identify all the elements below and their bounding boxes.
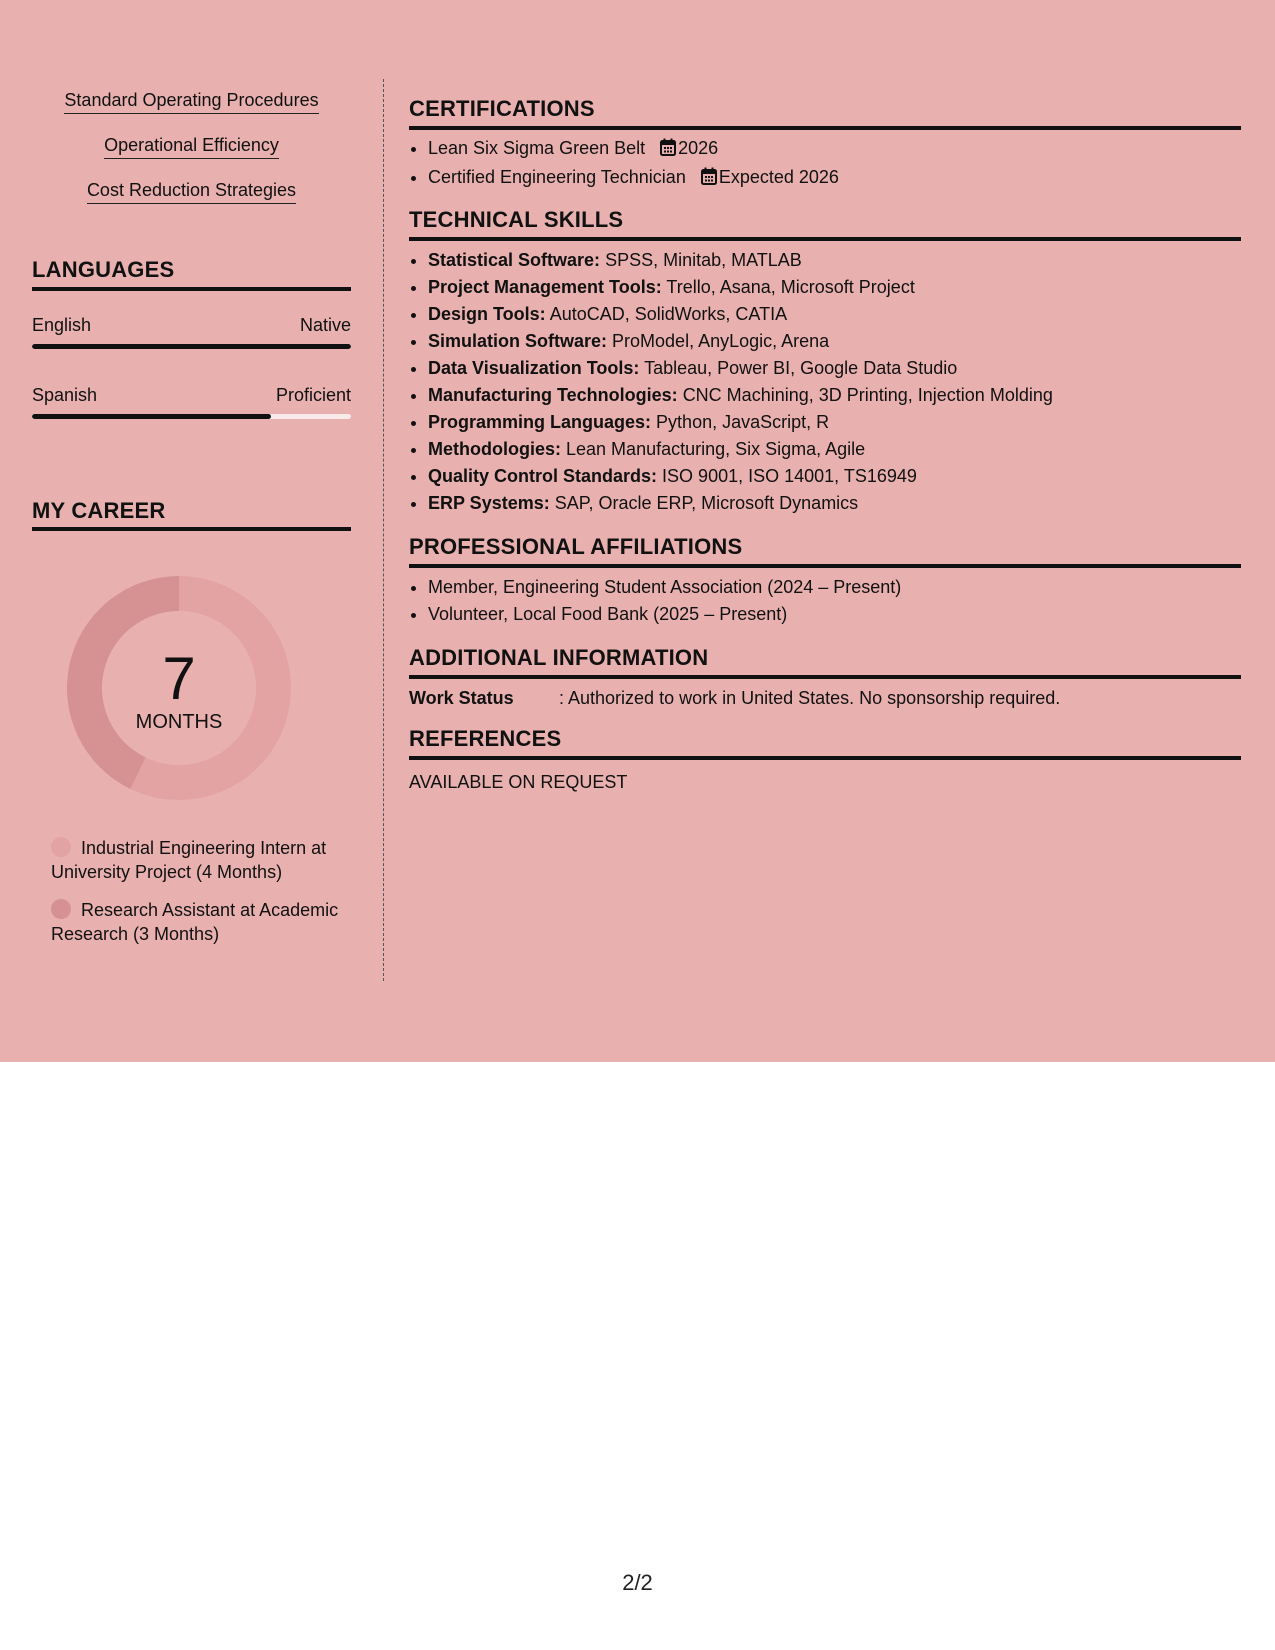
skill-item: • Methodologies: Lean Manufacturing, Six Sigma, Agile	[428, 436, 1241, 463]
page-number: 2/2	[622, 1570, 653, 1595]
language-proficiency-fill	[32, 414, 271, 419]
language-proficiency-fill	[32, 344, 351, 349]
career-total-value: 7	[162, 645, 196, 712]
references-heading: REFERENCES	[409, 726, 562, 751]
section-rule	[409, 675, 1241, 679]
skill-tag: Cost Reduction Strategies	[32, 179, 351, 204]
language-name: Spanish	[32, 385, 98, 405]
skill-item: • ERP Systems: SAP, Oracle ERP, Microsoft Dynamics	[428, 490, 1241, 517]
affiliation-item: • Member, Engineering Student Association (2024 – Present)	[428, 574, 1241, 601]
technical-skills-heading: TECHNICAL SKILLS	[409, 207, 624, 232]
section-rule	[409, 564, 1241, 568]
skill-tag: Operational Efficiency	[32, 134, 351, 159]
technical-skills-list	[409, 247, 1241, 517]
language-name: English	[32, 315, 92, 335]
skill-tag: Standard Operating Procedures	[32, 89, 351, 114]
references-text: AVAILABLE ON REQUEST	[409, 772, 628, 792]
section-rule	[409, 126, 1241, 130]
affiliations-heading: PROFESSIONAL AFFILIATIONS	[409, 534, 743, 559]
certification-item: • Lean Six Sigma Green Belt 2026	[428, 135, 1241, 164]
work-status-row	[409, 687, 1060, 709]
language-proficiency-bar	[32, 414, 351, 419]
career-legend-item: Research Assistant at Academic Research (3 Months)	[51, 900, 339, 944]
skill-item: • Project Management Tools: Trello, Asana, Microsoft Project	[428, 274, 1241, 301]
skill-item: • Statistical Software: SPSS, Minitab, MATLAB	[428, 247, 1241, 274]
languages-heading: LANGUAGES	[32, 257, 175, 282]
calendar-icon	[701, 166, 717, 193]
work-status-label: Work Status	[409, 688, 514, 708]
language-proficiency-bar	[32, 344, 351, 349]
section-rule	[32, 527, 351, 531]
legend-dot-icon	[51, 899, 71, 919]
skill-item: • Quality Control Standards: ISO 9001, ISO 14001, TS16949	[428, 463, 1241, 490]
skill-item: • Programming Languages: Python, JavaScript, R	[428, 409, 1241, 436]
career-donut-chart	[66, 575, 292, 801]
calendar-icon	[660, 137, 676, 164]
affiliations-list	[409, 574, 1241, 628]
career-heading: MY CAREER	[32, 498, 166, 523]
affiliation-item: • Volunteer, Local Food Bank (2025 – Present)	[428, 601, 1241, 628]
certifications-list	[409, 135, 1241, 193]
skill-item: • Manufacturing Technologies: CNC Machining, 3D Printing, Injection Molding	[428, 382, 1241, 409]
career-total-unit: MONTHS	[135, 711, 223, 733]
skill-item: • Data Visualization Tools: Tableau, Power BI, Google Data Studio	[428, 355, 1241, 382]
section-rule	[409, 756, 1241, 760]
career-legend-item: Industrial Engineering Intern at University Project (4 Months)	[51, 838, 327, 882]
work-status-value: : Authorized to work in United States. No sponsorship required.	[559, 688, 1061, 708]
section-rule	[32, 287, 351, 291]
language-level: Proficient	[275, 385, 351, 405]
skill-item: • Design Tools: AutoCAD, SolidWorks, CATIA	[428, 301, 1241, 328]
legend-dot-icon	[51, 837, 71, 857]
language-level: Native	[299, 315, 351, 335]
column-divider	[383, 79, 384, 981]
certification-item: • Certified Engineering Technician Expected 2026	[428, 164, 1241, 193]
skill-item: • Simulation Software: ProModel, AnyLogic, Arena	[428, 328, 1241, 355]
additional-info-heading: ADDITIONAL INFORMATION	[409, 645, 709, 670]
section-rule	[409, 237, 1241, 241]
certifications-heading: CERTIFICATIONS	[409, 96, 595, 121]
